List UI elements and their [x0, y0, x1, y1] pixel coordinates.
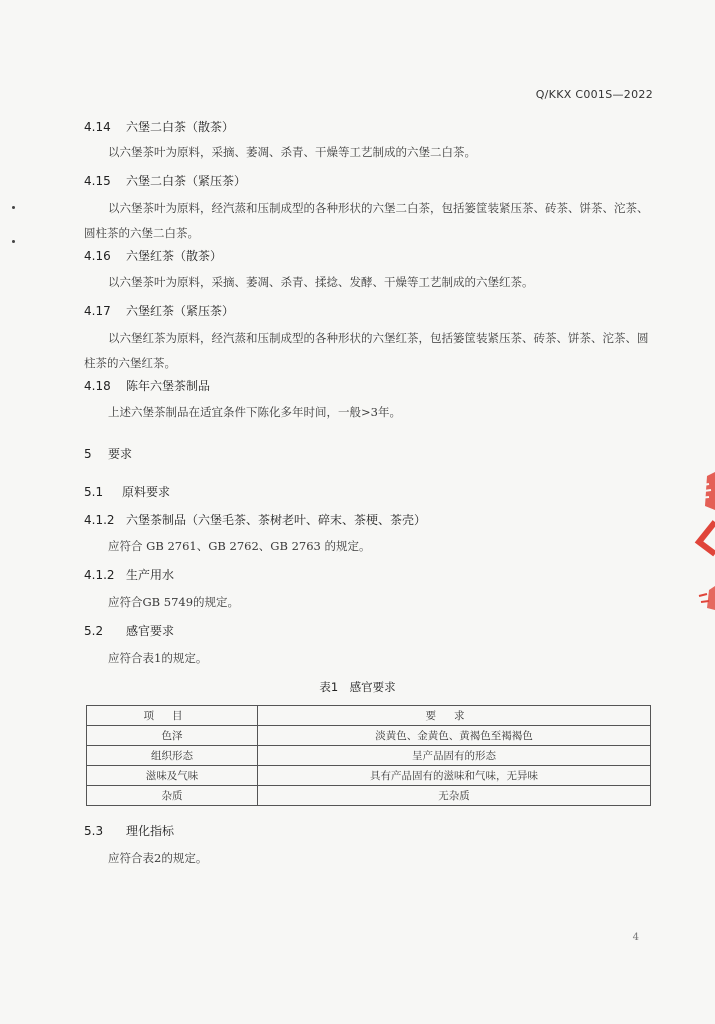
table-header-item: 项目 — [87, 706, 258, 726]
section-title: 生产用水 — [126, 568, 175, 582]
table-row — [87, 746, 651, 766]
section-title: 六堡红茶（散茶） — [126, 249, 223, 263]
table-cell-requirement: 无杂质 — [258, 786, 651, 806]
section-number: 5 — [84, 447, 92, 461]
section-heading-4-15 — [84, 172, 246, 189]
scan-speck — [12, 206, 15, 209]
red-seal-stamp — [685, 470, 715, 620]
table-cell-item: 组织形态 — [87, 746, 258, 766]
section-title: 陈年六堡茶制品 — [126, 379, 211, 393]
section-number: 4.1.2 — [84, 513, 115, 527]
section-heading-4-17 — [84, 302, 234, 319]
section-number: 4.16 — [84, 249, 111, 263]
table-row — [87, 726, 651, 746]
table-cell-item: 滋味及气味 — [87, 766, 258, 786]
section-heading-4-14 — [84, 118, 234, 135]
section-number: 4.18 — [84, 379, 111, 393]
section-body-4-1-2-materials: 应符合 GB 2761、GB 2762、GB 2763 的规定。 — [108, 539, 371, 553]
table-cell-item: 杂质 — [87, 786, 258, 806]
section-body-5-3: 应符合表2的规定。 — [108, 851, 208, 865]
section-heading-5-3 — [84, 822, 174, 839]
section-title: 感官要求 — [126, 624, 175, 638]
table-row — [87, 766, 651, 786]
table-header-requirement: 要求 — [258, 706, 651, 726]
section-body-4-18: 上述六堡茶制品在适宜条件下陈化多年时间，一般>3年。 — [108, 405, 401, 419]
sensory-requirements-table — [86, 705, 651, 806]
section-body-5-2: 应符合表1的规定。 — [108, 651, 208, 665]
section-title: 六堡茶制品（六堡毛茶、茶树老叶、碎末、茶梗、茶壳） — [126, 513, 427, 527]
section-heading-4-18 — [84, 377, 210, 394]
section-body-4-14: 以六堡茶叶为原料，采摘、萎凋、杀青、干燥等工艺制成的六堡二白茶。 — [108, 145, 476, 159]
section-heading-5-1 — [84, 483, 170, 500]
section-body-4-15: 以六堡茶叶为原料，经汽蒸和压制成型的各种形状的六堡二白茶，包括篓筐装紧压茶、砖茶、饼茶、沱茶、圆柱茶的六堡二白茶。 — [84, 201, 649, 240]
section-title: 理化指标 — [126, 824, 175, 838]
section-title: 六堡二白茶（紧压茶） — [126, 174, 247, 188]
section-number: 4.17 — [84, 304, 111, 318]
table-caption: 表1 感官要求 — [319, 680, 396, 694]
page-number: 4 — [632, 932, 639, 943]
section-title: 六堡红茶（紧压茶） — [126, 304, 235, 318]
standard-code: Q/KKX C001S—2022 — [535, 88, 653, 101]
table-header-row — [87, 706, 651, 726]
section-body-4-17: 以六堡红茶为原料，经汽蒸和压制成型的各种形状的六堡红茶，包括篓筐装紧压茶、砖茶、饼茶、沱茶、圆柱茶的六堡红茶。 — [84, 331, 649, 370]
section-title: 原料要求 — [122, 485, 171, 499]
section-body-4-1-2-water: 应符合GB 5749的规定。 — [108, 595, 240, 609]
section-heading-4-1-2-materials — [84, 511, 426, 528]
section-heading-4-1-2-water — [84, 566, 174, 583]
section-heading-5-2 — [84, 622, 174, 639]
section-number: 4.1.2 — [84, 568, 115, 582]
section-number: 5.1 — [84, 485, 104, 499]
scan-speck — [12, 240, 15, 243]
section-number: 4.15 — [84, 174, 111, 188]
section-title: 六堡二白茶（散茶） — [126, 120, 235, 134]
section-number: 5.3 — [84, 824, 104, 838]
table-cell-item: 色泽 — [87, 726, 258, 746]
section-heading-4-16 — [84, 247, 222, 264]
table-row — [87, 786, 651, 806]
section-body-4-16: 以六堡茶叶为原料，采摘、萎凋、杀青、揉捻、发酵、干燥等工艺制成的六堡红茶。 — [108, 275, 534, 289]
section-title: 要求 — [108, 447, 133, 461]
table-cell-requirement: 淡黄色、金黄色、黄褐色至褐褐色 — [258, 726, 651, 746]
section-number: 5.2 — [84, 624, 104, 638]
section-number: 4.14 — [84, 120, 111, 134]
table-cell-requirement: 具有产品固有的滋味和气味，无异味 — [258, 766, 651, 786]
table-cell-requirement: 呈产品固有的形态 — [258, 746, 651, 766]
section-heading-5 — [84, 445, 132, 462]
